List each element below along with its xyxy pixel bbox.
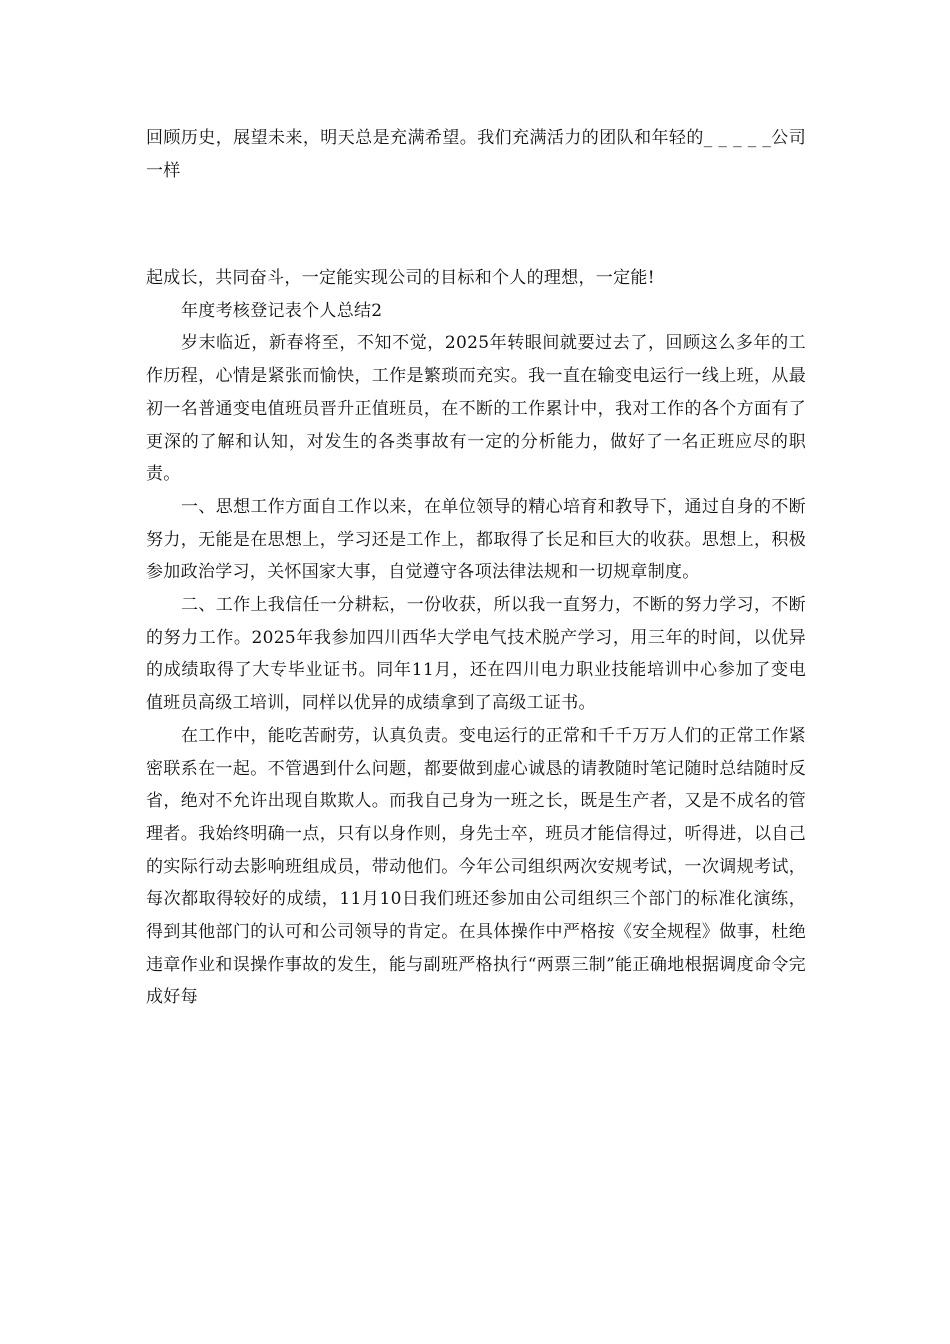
section-title: 年度考核登记表个人总结2 — [181, 300, 383, 321]
top-paragraph: 回顾历史，展望未来，明天总是充满希望。我们充满活力的团队和年轻的_ _ _ _ _公司一样 — [146, 128, 806, 181]
body-paragraph: 一、思想工作方面自工作以来，在单位领导的精心培育和教导下，通过自身的不断努力，无能是在思想上，学习还是工作上，都取得了长足和巨大的收获。思想上，积极参加政治学习，关怀国家大事，自觉遵守各项法律法规和一切规章制度。 — [146, 496, 806, 583]
top-text-block — [146, 122, 806, 187]
body-paragraph: 岁末临近，新春将至，不知不觉，2025年转眼间就要过去了，回顾这么多年的工作历程，心情是紧张而愉快，工作是繁琐而充实。我一直在输变电运行一线上班，从最初一名普通变电值班员晋升正值班员，在不断的工作累计中，我对工作的各个方面有了更深的了解和认知，对发生的各类事故有一定的分析能力，做好了一名正班应尽的职责。 — [146, 333, 806, 485]
continuation-paragraph: 起成长，共同奋斗，一定能实现公司的目标和个人的理想，一定能! — [146, 268, 655, 288]
body-paragraph: 在工作中，能吃苦耐劳，认真负责。变电运行的正常和千千万万人们的正常工作紧密联系在一起。不管遇到什么问题，都要做到虚心诚恳的请教随时笔记随时总结随时反省，绝对不允许出现自欺欺人。而我自己身为一班之长，既是生产者，又是不成名的管理者。我始终明确一点，只有以身作则，身先士卒，班员才能信得过，听得进，以自己的实际行动去影响班组成员，带动他们。今年公司组织两次安规考试，一次调规考试，每次都取得较好的成绩，11月10日我们班还参加由公司组织三个部门的标准化演练，得到其他部门的认可和公司领导的肯定。在具体操作中严格按《安全规程》做事，杜绝违章作业和误操作事故的发生，能与副班严格执行“两票三制”能正确地根据调度命令完成好每 — [146, 725, 806, 1008]
body-paragraph: 二、工作上我信任一分耕耘，一份收获，所以我一直努力，不断的努力学习，不断的努力工作。2025年我参加四川西华大学电气技术脱产学习，用三年的时间，以优异的成绩取得了大专毕业证书。同年11月，还在四川电力职业技能培训中心参加了变电值班员高级工培训，同样以优异的成绩拿到了高级工证书。 — [146, 595, 806, 714]
main-text-block — [146, 262, 806, 1014]
